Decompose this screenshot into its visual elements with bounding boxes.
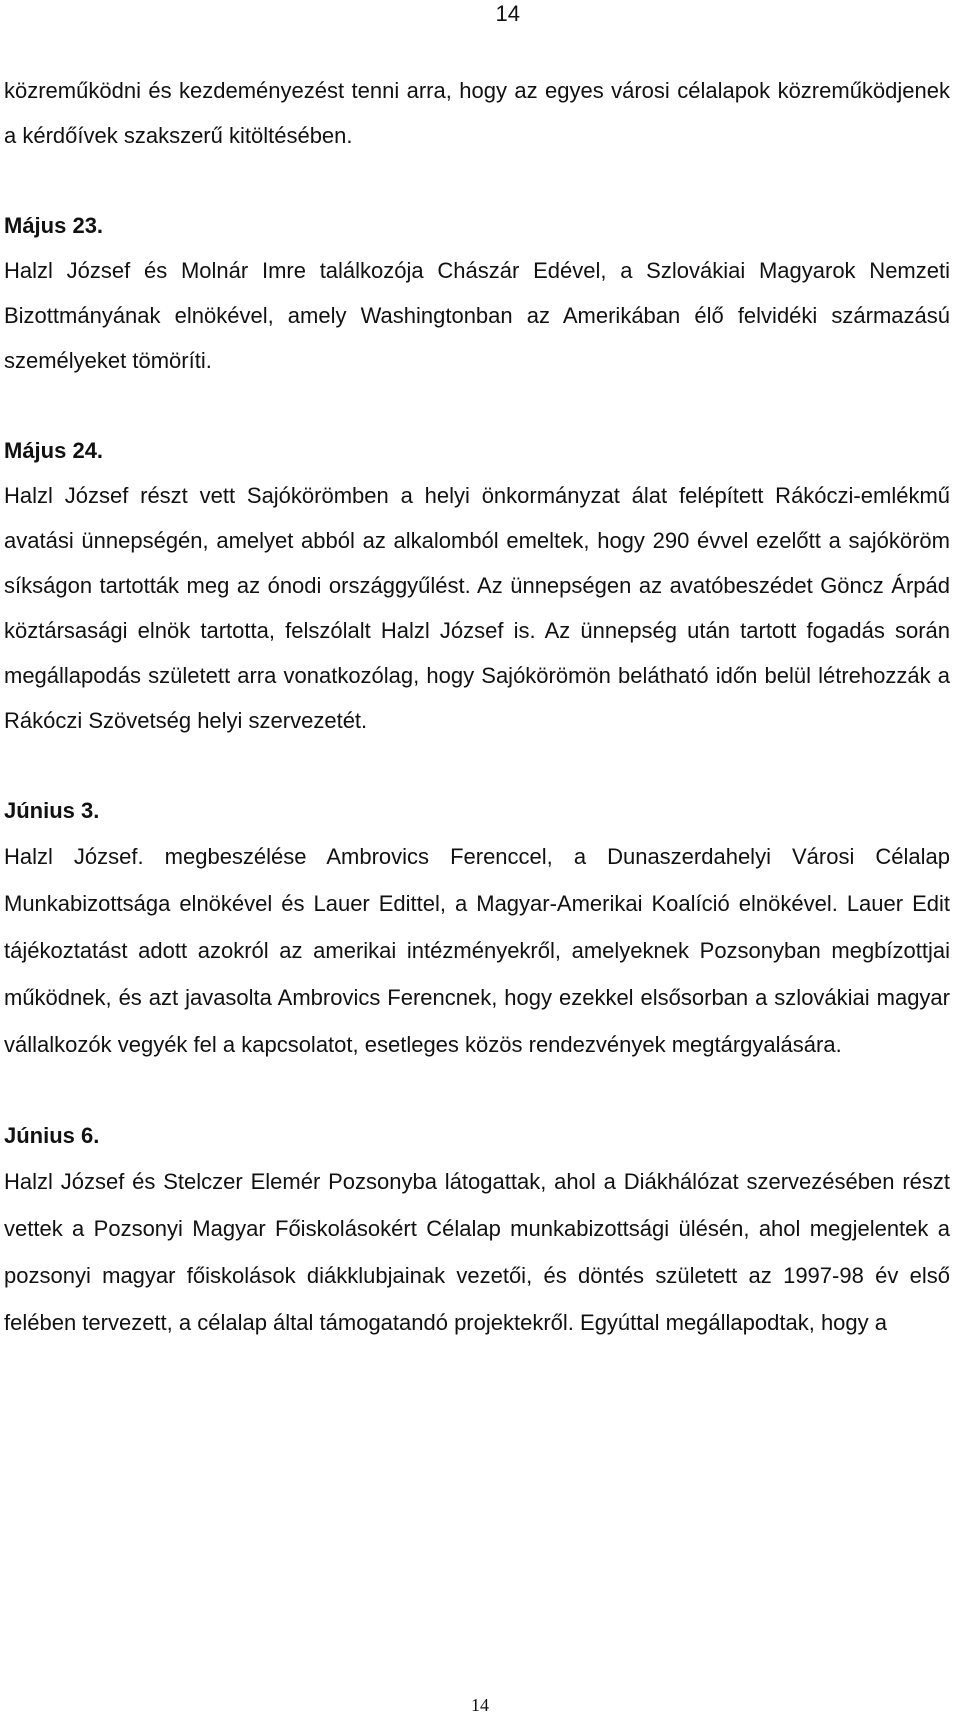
paragraph-spacer: [4, 158, 950, 203]
footer-page-number: 14: [471, 1695, 489, 1715]
entry-text-may-23: Halzl József és Molnár Imre találkozója Chászár Edével, a Szlovákiai Magyarok Nemzeti Bizottmányának elnökével, amely Washingtonban az Amerikában élő felvidéki származású személyeket tömöríti.: [4, 258, 950, 373]
entry-date-may-23: Május 23.: [4, 213, 104, 238]
paragraph-spacer: [4, 383, 950, 428]
entry-date-june-6: Június 6.: [4, 1123, 100, 1148]
entry-text-june-3: Halzl József. megbeszélése Ambrovics Ferenccel, a Dunaszerdahelyi Városi Célalap Munkabizottsága elnökével és Lauer Edittel, a Magyar-Amerikai Koalíció elnökével. Lauer Edit tájékoztatást adott azokról az amerikai intézményekről, amelyeknek Pozsonyban megbízottjai működnek, és azt javasolta Ambrovics Ferencnek, hogy ezekkel elsősorban a szlovákiai magyar vállalkozók vegyék fel a kapcsolatot, esetleges közös rendezvények megtárgyalására.: [4, 844, 950, 1057]
paragraph-spacer: [4, 743, 950, 788]
entry-date-june-3: Június 3.: [4, 798, 100, 823]
entry-text-may-24: Halzl József részt vett Sajókörömben a helyi önkormányzat álat felépített Rákóczi-emlékmű avatási ünnepségén, amelyet abból az alkalomból emeltek, hogy 290 évvel ezelőtt a sajóköröm síkságon tartották meg az ónodi országgyűlést. Az ünnepségen az avatóbeszédet Göncz Árpád köztársasági elnök tartotta, felszólalt Halzl József is. Az ünnepség után tartott fogadás során megállapodás született arra vonatkozólag, hogy Sajókörömön belátható időn belül létrehozzák a Rákóczi Szövetség helyi szervezetét.: [4, 483, 950, 733]
header-page-number: 14: [495, 1, 520, 26]
paragraph-spacer: [4, 1068, 950, 1113]
entry-text-june-6: Halzl József és Stelczer Elemér Pozsonyba látogattak, ahol a Diákhálózat szervezésében részt vettek a Pozsonyi Magyar Főiskolásokért Célalap munkabizottsági ülésén, ahol megjelentek a pozsonyi magyar főiskolások diákklubjainak vezetői, és döntés született az 1997-98 év első felében tervezett, a célalap által támogatandó projektekről. Egyúttal megállapodtak, hogy a: [4, 1169, 950, 1335]
document-body: [4, 68, 950, 1346]
paragraph-continuation: közreműködni és kezdeményezést tenni arra, hogy az egyes városi célalapok közreműködjenek a kérdőívek szakszerű kitöltésében.: [4, 78, 950, 148]
entry-date-may-24: Május 24.: [4, 438, 104, 463]
